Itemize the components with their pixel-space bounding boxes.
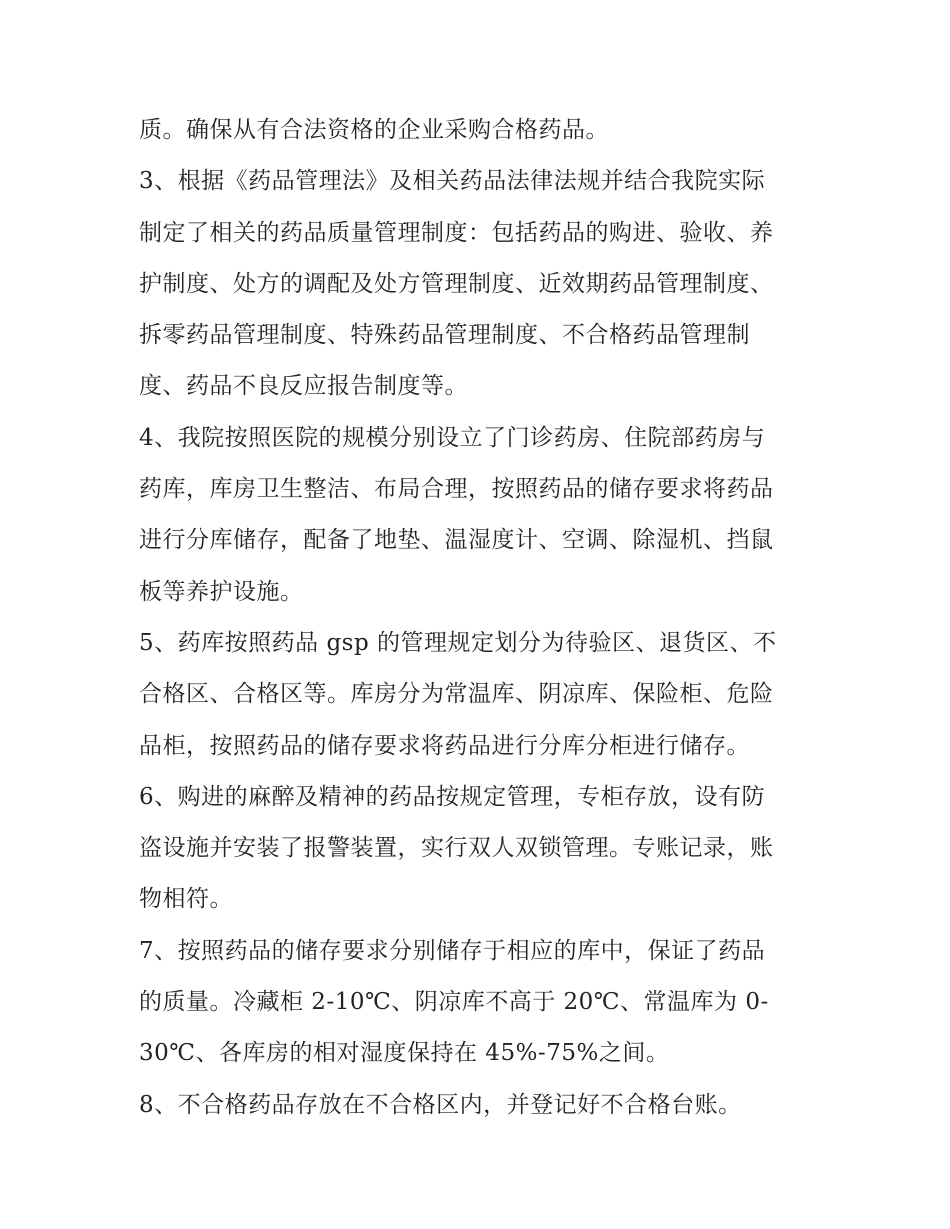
text-line: 物相符。	[139, 886, 233, 913]
text-line: 合格区、合格区等。库房分为常温库、阴凉库、保险柜、危险	[139, 681, 774, 708]
text-line: 30℃、各库房的相对湿度保持在 45%-75%之间。	[139, 1040, 670, 1067]
text-line: 品柜，按照药品的储存要求将药品进行分库分柜进行储存。	[139, 732, 750, 759]
text-line: 拆零药品管理制度、特殊药品管理制度、不合格药品管理制	[139, 322, 750, 349]
text-line: 3、根据《药品管理法》及相关药品法律法规并结合我院实际	[139, 168, 766, 195]
text-line: 制定了相关的药品质量管理制度：包括药品的购进、验收、养	[139, 219, 774, 246]
text-line: 进行分库储存，配备了地垫、温湿度计、空调、除湿机、挡鼠	[139, 527, 774, 554]
text-line: 6、购进的麻醉及精神的药品按规定管理，专柜存放，设有防	[139, 783, 766, 810]
text-line: 质。确保从有合法资格的企业采购合格药品。	[139, 117, 609, 143]
text-line: 护制度、处方的调配及处方管理制度、近效期药品管理制度、	[139, 270, 774, 297]
text-line: 板等养护设施。	[139, 578, 304, 605]
text-line: 的质量。冷藏柜 2-10℃、阴凉库不高于 20℃、常温库为 0-	[139, 989, 769, 1016]
text-line: 度、药品不良反应报告制度等。	[139, 373, 468, 400]
text-line: 7、按照药品的储存要求分别储存于相应的库中，保证了药品	[139, 937, 766, 964]
text-line: 8、不合格药品存放在不合格区内，并登记好不合格台账。	[139, 1091, 742, 1118]
document-body	[139, 105, 819, 1131]
text-line: 5、药库按照药品 gsp 的管理规定划分为待验区、退货区、不	[139, 629, 777, 656]
text-line: 4、我院按照医院的规模分别设立了门诊药房、住院部药房与	[139, 424, 766, 451]
text-line: 药库，库房卫生整洁、布局合理，按照药品的储存要求将药品	[139, 476, 774, 503]
text-line: 盗设施并安装了报警装置，实行双人双锁管理。专账记录，账	[139, 835, 774, 862]
